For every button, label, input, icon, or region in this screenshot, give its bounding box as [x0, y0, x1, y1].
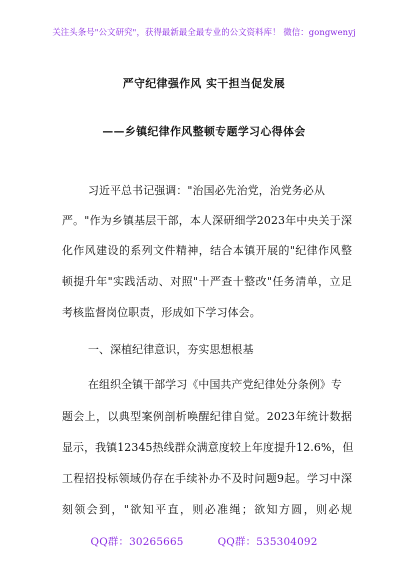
paragraph-2-line-2: 题会上，以典型案例剖析唤醒纪律自觉。2023年统计数据	[62, 410, 352, 423]
paragraph-1-line-4: 顿提升年"实践活动、对照"十严查十整改"任务清单，立足	[62, 275, 352, 288]
paragraph-2-line-4: 工程招投标领域仍存在手续补办不及时问题9起。学习中深	[62, 472, 352, 485]
footer-qq-groups	[0, 533, 408, 548]
document-title: 严守纪律强作风 实干担当促发展	[122, 77, 286, 90]
paragraph-2-line-3: 显示，我镇12345热线群众满意度较上年度提升12.6%，但	[62, 441, 354, 454]
paragraph-1-line-2: 严。"作为乡镇基层干部，本人深研细学2023年中央关于深	[62, 214, 352, 227]
qq-group-1: QQ群：30265665	[90, 536, 184, 548]
paragraph-1-line-5: 考核监督岗位职责，形成如下学习体会。	[62, 306, 261, 319]
paragraph-2-line-5: 刻领会到，"欲知平直，则必准绳；欲知方圆，则必规	[62, 503, 352, 516]
paragraph-2-line-1: 在组织全镇干部学习《中国共产党纪律处分条例》专	[88, 378, 342, 391]
section-heading: 一、深植纪律意识，夯实思想根基	[88, 343, 254, 356]
paragraph-1-line-3: 化作风建设的系列文件精神，结合本镇开展的"纪律作风整	[62, 244, 352, 257]
qq-group-2: QQ群：535304092	[217, 536, 318, 548]
document-subtitle: ——乡镇纪律作风整顿专题学习心得体会	[102, 125, 306, 138]
promo-banner: 关注头条号"公文研究"，获得最新最全最专业的公文资料库！ 微信：gongwenyj	[52, 27, 356, 37]
paragraph-1-line-1: 习近平总书记强调："治国必先治党，治党务必从	[88, 184, 326, 197]
